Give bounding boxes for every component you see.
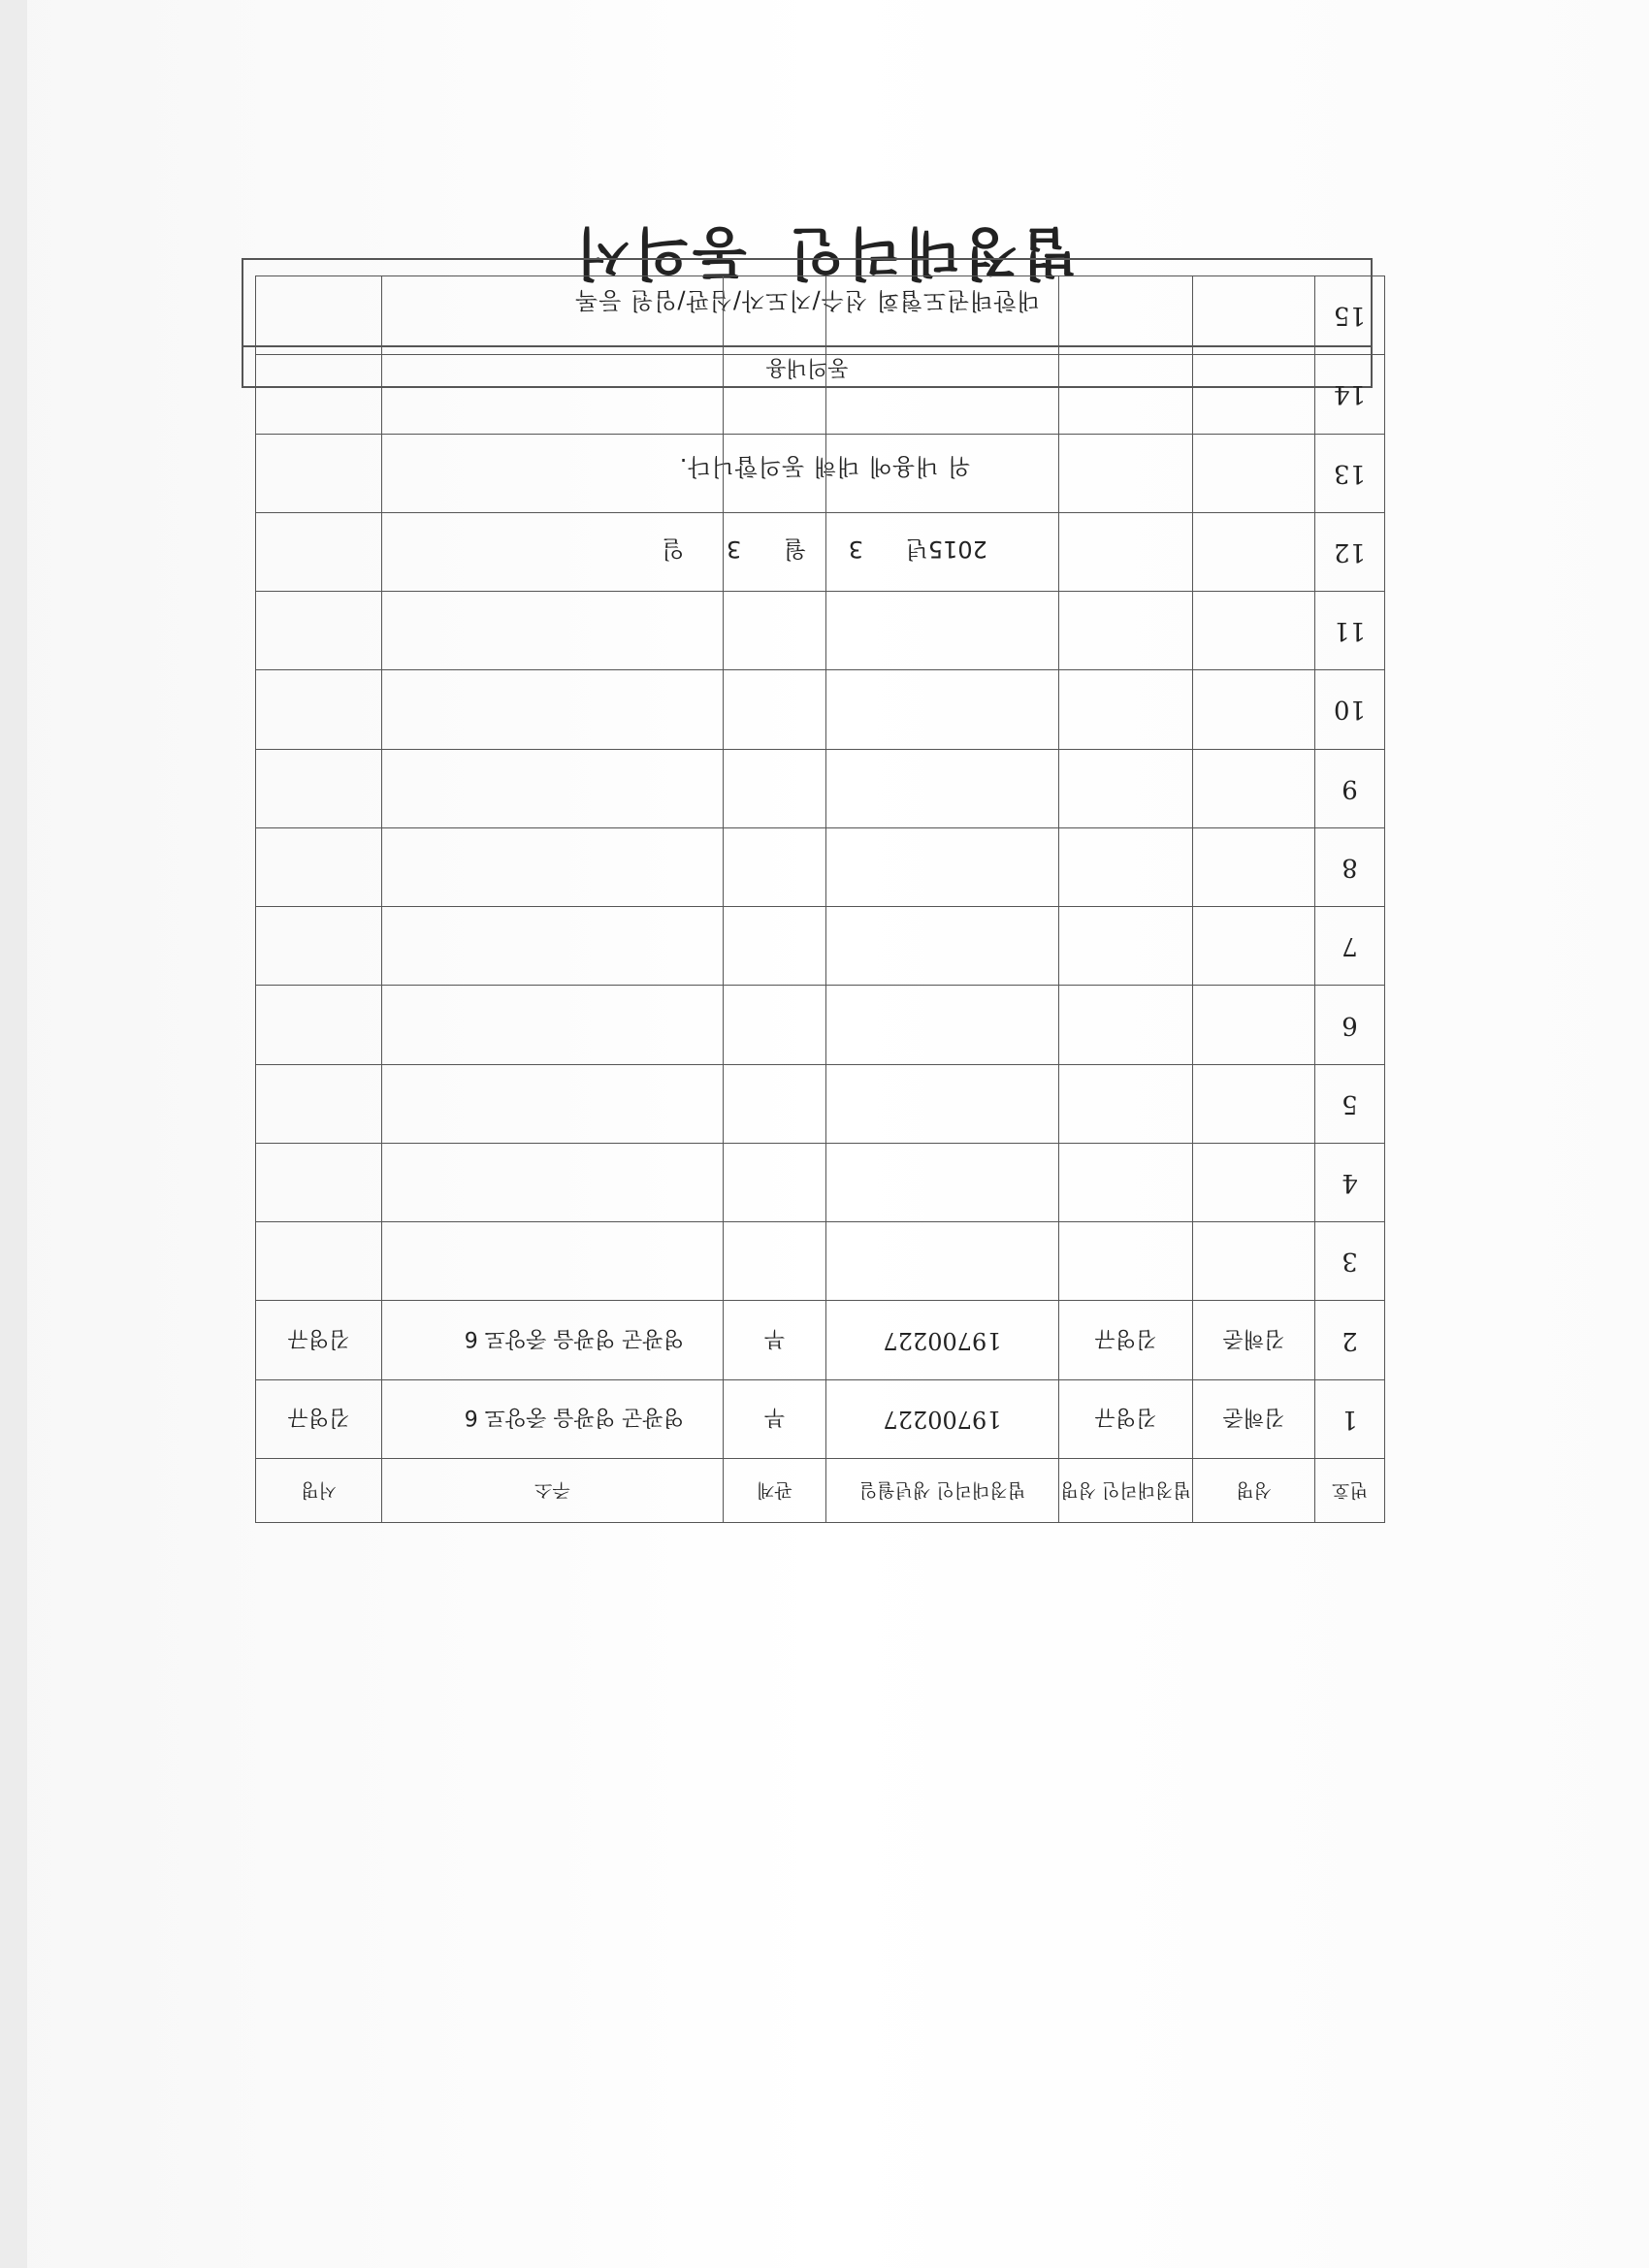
header-no: 번호 — [1315, 1459, 1385, 1523]
date-day: 3 — [726, 535, 742, 563]
cell-guardian-name — [1059, 355, 1193, 434]
table-row — [256, 434, 1385, 512]
cell-signature — [256, 434, 382, 512]
cell-guardian-birth — [826, 1222, 1059, 1301]
cell-relation — [724, 670, 826, 749]
cell-relation — [724, 512, 826, 591]
cell-relation — [724, 592, 826, 670]
cell-signature — [256, 749, 382, 827]
cell-relation: 부 — [724, 1379, 826, 1458]
table-row — [256, 986, 1385, 1064]
cell-guardian-birth — [826, 749, 1059, 827]
date-month-label: 월 — [783, 535, 807, 563]
date-day-label: 일 — [662, 535, 685, 563]
cell-guardian-name — [1059, 827, 1193, 906]
cell-signature — [256, 512, 382, 591]
cell-name — [1193, 512, 1315, 591]
cell-no: 12 — [1315, 512, 1385, 591]
cell-guardian-name — [1059, 1222, 1193, 1301]
table-row — [256, 907, 1385, 986]
cell-no: 2 — [1315, 1301, 1385, 1379]
cell-guardian-name — [1059, 276, 1193, 355]
guardian-table — [255, 275, 1385, 1523]
cell-no: 13 — [1315, 434, 1385, 512]
cell-no: 1 — [1315, 1379, 1385, 1458]
cell-name — [1193, 1222, 1315, 1301]
table-row — [256, 749, 1385, 827]
cell-guardian-birth — [826, 1143, 1059, 1221]
cell-relation: 부 — [724, 1301, 826, 1379]
cell-guardian-name: 김영규 — [1059, 1301, 1193, 1379]
table-row — [256, 1379, 1385, 1458]
header-guardian-name: 법정대리인 성명 — [1059, 1459, 1193, 1523]
cell-guardian-name — [1059, 1143, 1193, 1221]
cell-signature — [256, 276, 382, 355]
cell-guardian-birth — [826, 986, 1059, 1064]
cell-name — [1193, 276, 1315, 355]
cell-guardian-name — [1059, 670, 1193, 749]
cell-guardian-name — [1059, 434, 1193, 512]
cell-no: 15 — [1315, 276, 1385, 355]
header-name: 성명 — [1193, 1459, 1315, 1523]
cell-address — [382, 827, 724, 906]
cell-relation — [724, 827, 826, 906]
cell-address — [382, 276, 724, 355]
cell-signature — [256, 1222, 382, 1301]
cell-guardian-name — [1059, 907, 1193, 986]
page-edge-shadow — [0, 0, 27, 2268]
cell-guardian-birth — [826, 670, 1059, 749]
table-row — [256, 355, 1385, 434]
cell-name — [1193, 749, 1315, 827]
cell-relation — [724, 907, 826, 986]
table-row — [256, 1222, 1385, 1301]
cell-guardian-birth: 19700227 — [826, 1301, 1059, 1379]
cell-no: 3 — [1315, 1222, 1385, 1301]
table-row — [256, 1143, 1385, 1221]
title-part-2: 동의서 — [571, 220, 747, 286]
cell-no: 5 — [1315, 1064, 1385, 1143]
cell-signature — [256, 827, 382, 906]
cell-signature — [256, 907, 382, 986]
table-row — [256, 512, 1385, 591]
table-row — [256, 1301, 1385, 1379]
cell-relation — [724, 434, 826, 512]
cell-name — [1193, 986, 1315, 1064]
cell-guardian-name — [1059, 986, 1193, 1064]
cell-name — [1193, 907, 1315, 986]
cell-relation — [724, 1143, 826, 1221]
cell-signature — [256, 592, 382, 670]
consent-header: 동의내용 — [243, 345, 1371, 386]
cell-address — [382, 1064, 724, 1143]
header-address: 주소 — [382, 1459, 724, 1523]
cell-no: 6 — [1315, 986, 1385, 1064]
cell-guardian-birth — [826, 592, 1059, 670]
cell-relation — [724, 1222, 826, 1301]
cell-no: 8 — [1315, 827, 1385, 906]
cell-name — [1193, 434, 1315, 512]
cell-address — [382, 749, 724, 827]
cell-name: 김해준 — [1193, 1379, 1315, 1458]
cell-guardian-birth: 19700227 — [826, 1379, 1059, 1458]
table-row — [256, 592, 1385, 670]
cell-name — [1193, 592, 1315, 670]
cell-guardian-birth — [826, 355, 1059, 434]
date-year: 2015년 — [905, 535, 987, 563]
cell-guardian-birth — [826, 1064, 1059, 1143]
cell-guardian-name — [1059, 592, 1193, 670]
cell-name: 김해준 — [1193, 1301, 1315, 1379]
agreement-text: 위 내용에 대해 동의합니다. — [678, 453, 971, 480]
cell-relation — [724, 1064, 826, 1143]
cell-signature: 김영규 — [256, 1301, 382, 1379]
cell-guardian-name — [1059, 749, 1193, 827]
cell-signature — [256, 1064, 382, 1143]
cell-guardian-birth — [826, 434, 1059, 512]
cell-address — [382, 434, 724, 512]
cell-name — [1193, 355, 1315, 434]
cell-relation — [724, 355, 826, 434]
cell-guardian-name — [1059, 1064, 1193, 1143]
cell-signature: 김영규 — [256, 1379, 382, 1458]
title-part-1: 법정대리인 — [785, 220, 1078, 286]
cell-name — [1193, 1064, 1315, 1143]
header-relation: 관계 — [724, 1459, 826, 1523]
table-header-row — [256, 1459, 1385, 1523]
cell-address: 영광군 영광읍 중앙로 6 — [382, 1379, 724, 1458]
cell-guardian-birth — [826, 512, 1059, 591]
cell-signature — [256, 355, 382, 434]
cell-address — [382, 986, 724, 1064]
cell-no: 14 — [1315, 355, 1385, 434]
cell-relation — [724, 986, 826, 1064]
table-row — [256, 670, 1385, 749]
cell-no: 11 — [1315, 592, 1385, 670]
cell-guardian-birth — [826, 276, 1059, 355]
cell-address — [382, 907, 724, 986]
cell-signature — [256, 986, 382, 1064]
cell-signature — [256, 1143, 382, 1221]
cell-address — [382, 1222, 724, 1301]
header-signature: 서명 — [256, 1459, 382, 1523]
date-month: 3 — [848, 535, 863, 563]
cell-address — [382, 670, 724, 749]
cell-guardian-birth — [826, 907, 1059, 986]
cell-address — [382, 355, 724, 434]
table-row — [256, 1064, 1385, 1143]
cell-no: 7 — [1315, 907, 1385, 986]
table-body — [256, 276, 1385, 1459]
cell-no: 4 — [1315, 1143, 1385, 1221]
cell-no: 9 — [1315, 749, 1385, 827]
cell-relation — [724, 749, 826, 827]
cell-guardian-birth — [826, 827, 1059, 906]
cell-no: 10 — [1315, 670, 1385, 749]
consent-body: 대한태권도협회 선수/지도자/심판/임원 등록 — [574, 287, 1040, 314]
table-row — [256, 827, 1385, 906]
table-row — [256, 276, 1385, 355]
cell-signature — [256, 670, 382, 749]
cell-relation — [724, 276, 826, 355]
cell-guardian-name — [1059, 512, 1193, 591]
cell-address: 영광군 영광읍 중앙로 6 — [382, 1301, 724, 1379]
cell-address — [382, 1143, 724, 1221]
cell-guardian-name: 김영규 — [1059, 1379, 1193, 1458]
cell-name — [1193, 670, 1315, 749]
cell-address — [382, 512, 724, 591]
cell-name — [1193, 1143, 1315, 1221]
cell-address — [382, 592, 724, 670]
header-guardian-birth: 법정대리인 생년월일 — [826, 1459, 1059, 1523]
cell-name — [1193, 827, 1315, 906]
